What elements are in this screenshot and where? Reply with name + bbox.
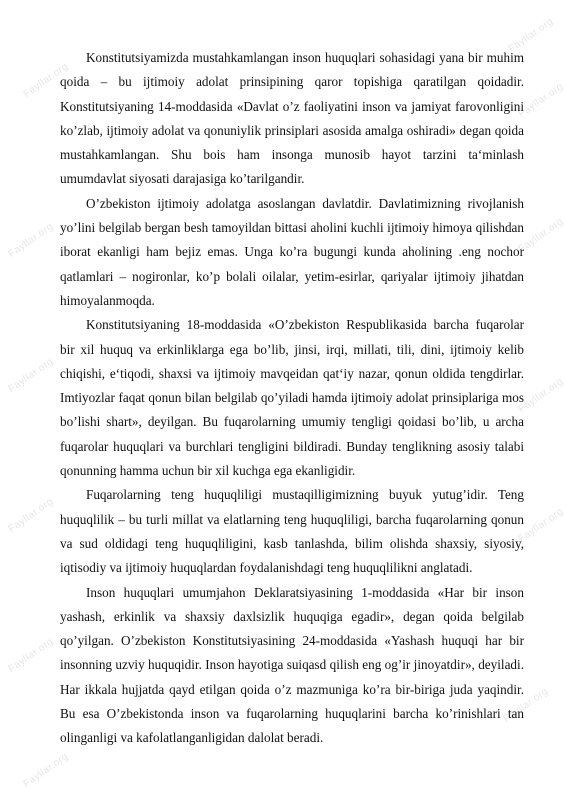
paragraph: Fuqarolarning teng huquqliligi mustaqilligimizning buyuk yutug’idir. Teng huquqlilik – bu turli millat va elatlarning teng huquqliligi, barcha fuqarolarning qonun va sud oldidagi teng huquqliligini, kasb tanlashda, bilim olishda shaxsiy, siyosiy, iqtisodiy va ijtimoiy huquqlardan foydalanishdagi teng huquqlilikni anglatadi.: [60, 487, 524, 576]
watermark: Fayllar.org: [516, 506, 566, 545]
watermark: Fayllar.org: [516, 376, 566, 415]
document-body: [60, 46, 524, 751]
paragraph: O’zbekiston ijtimoiy adolatga asoslangan davlatdir. Davlatimizning rivojlanish yo’lini belgilab bergan besh tamoyildan bittasi aholini kuchli ijtimoiy himoya qilishdan iborat ekanligi ham bejiz emas. Unga ko’ra bugungi kunda aholining .eng nochor qatlamlari – nogironlar, ko’p bolali oilalar, yetim-esirlar, qariyalar ijtimoiy jihatdan himoyalanmoqda.: [60, 195, 524, 308]
watermark: Fayllar.org: [21, 61, 71, 100]
paragraph: Konstitutsiyaning 18-moddasida «O’zbekiston Respublikasida barcha fuqarolar bir xil huquq va erkinliklarga ega bo’lib, jinsi, irqi, millati, tili, dini, ijtimoiy kelib chiqishi, e‘tiqodi, shaxsi va ijtimoiy mavqeidan qat‘iy nazar, qonun oldida tengdirlar. Imtiyozlar faqat qonun bilan belgilab qo’yiladi hamda ijtimoiy adolat prinsiplariga mos bo’lishi shart», deyilgan. Bu fuqarolarning umumiy tengligi qoidasi bo’lib, u archa fuqarolar huquqlari va burchlari tengligini bildiradi. Bunday tenglikning asosiy talabi qonunning hamma uchun bir xil kuchga ega ekanligidir.: [60, 317, 524, 479]
paragraph: Inson huquqlari umumjahon Deklaratsiyasining 1-moddasida «Har bir inson yashash, erkinlik va shaxsiy daxlsizlik huquqiga egadir», degan qoida belgilab qo’yilgan. O’zbekiston Konstitutsiyasining 24-moddasida «Yashash huquqi har bir insonning uzviy huquqidir. Inson hayotiga suiqasd qilish eng og’ir jinoyatdir», deyiladi. Har ikkala hujjatda qayd etilgan qoida o’z mazmuniga ko’ra bir-biriga juda yaqindir. Bu esa O’zbekistonda inson va fuqarolarning huquqlarini barcha ko’rinishlari tan olinganligi va kafolatlanganligidan dalolat beradi.: [60, 584, 524, 746]
paragraph: Konstitutsiyamizda mustahkamlangan inson huquqlari sohasidagi yana bir muhim qoida – bu ijtimoiy adolat prinsipining qaror topishiga qaratilgan qoidadir. Konstitutsiyaning 14-moddasida «Davlat o’z faoliyatini inson va jamiyat farovonligini ko’zlab, ijtimoiy adolat va qonuniylik prinsiplari asosida amalga oshiradi» degan qoida mustahkamlangan. Shu bois ham insonga munosib hayot tarzini ta‘minlash umumdavlat siyosati darajasiga ko’tarilgandir.: [60, 50, 524, 187]
watermark: Fayllar.org: [516, 81, 566, 120]
watermark: Fayllar.org: [516, 216, 566, 255]
watermark: Fayllar.org: [6, 356, 56, 395]
watermark: Fayllar.org: [506, 16, 556, 55]
watermark: Fayllar.org: [501, 686, 551, 725]
watermark: Fayllar.org: [6, 636, 56, 675]
watermark: Fayllar.org: [21, 751, 71, 790]
watermark: Fayllar.org: [6, 221, 56, 260]
watermark: Fayllar.org: [6, 496, 56, 535]
